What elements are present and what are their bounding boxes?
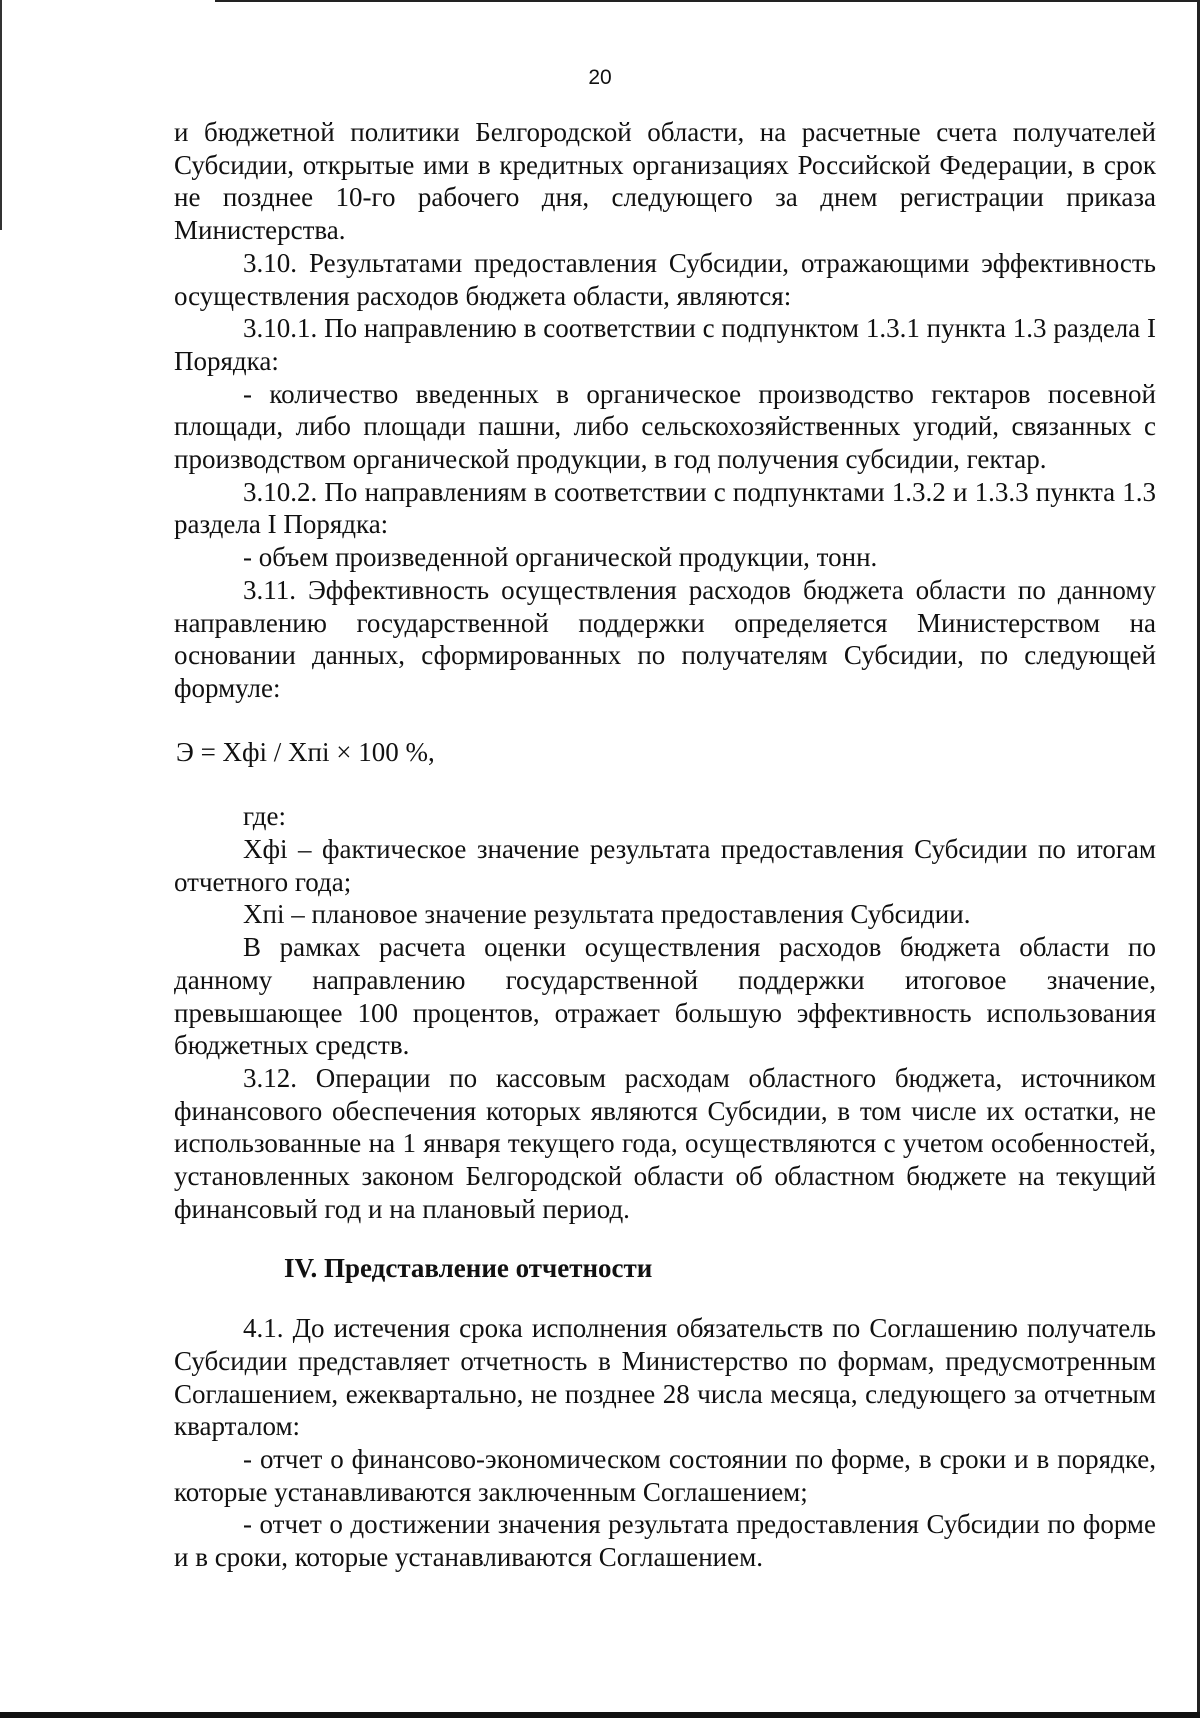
scan-edge-left — [0, 0, 2, 230]
document-body — [174, 116, 1156, 1574]
paragraph-evaluation: В рамках расчета оценки осуществления расходов бюджета области по данному направлению государственной поддержки итоговое значение, превышающее 100 процентов, отражает большую эффективность использования бюджетных средств. — [174, 932, 1156, 1061]
formula-definition-actual: Хфi – фактическое значение результата предоставления Субсидии по итогам отчетного года; — [174, 834, 1156, 897]
list-item-hectares: - количество введенных в органическое производство гектаров посевной площади, либо площади пашни, либо сельскохозяйственных угодий, связанных с производством органической продукции, в год получения субсидии, гектар. — [174, 378, 1156, 475]
efficiency-formula: Э = Хфi / Хпi × 100 %, — [176, 736, 435, 767]
section-heading-iv: IV. Представление отчетности — [284, 1252, 653, 1283]
paragraph-3-12: 3.12. Операции по кассовым расходам областного бюджета, источником финансового обеспечения которых являются Субсидии, в том числе их остатки, не использованные на 1 января текущего года, осуществляются с учетом особенностей, установленных законом Белгородской области об областном бюджете на текущий финансовый год и на плановый период. — [174, 1062, 1156, 1224]
list-item-volume: - объем произведенной органической продукции, тонн. — [243, 542, 878, 573]
paragraph-3-10-2: 3.10.2. По направлениям в соответствии с подпунктами 1.3.2 и 1.3.3 пункта 1.3 раздела I Порядка: — [174, 476, 1156, 540]
paragraph-3-11: 3.11. Эффективность осуществления расходов бюджета области по данному направлению государственной поддержки определяется Министерством на основании данных, сформированных по получателям Субсидии, по следующей формуле: — [174, 574, 1156, 703]
scan-edge-bottom — [0, 1712, 1200, 1718]
scan-edge-top — [215, 0, 1200, 2]
page-number: 20 — [588, 66, 612, 89]
paragraph-3-10: 3.10. Результатами предоставления Субсидии, отражающими эффективность осуществления расходов бюджета области, являются: — [174, 247, 1156, 311]
list-item-financial-report: - отчет о финансово-экономическом состоянии по форме, в сроки и в порядке, которые устанавливаются заключенным Соглашением; — [174, 1444, 1156, 1507]
paragraph-continuation: и бюджетной политики Белгородской области, на расчетные счета получателей Субсидии, открытые ими в кредитных организациях Российской Федерации, в срок не позднее 10-го рабочего дня, следующего за днем регистрации приказа Министерства. — [174, 117, 1156, 246]
formula-definition-planned: Хпi – плановое значение результата предоставления Субсидии. — [243, 899, 971, 930]
list-item-result-report: - отчет о достижении значения результата предоставления Субсидии по форме и в сроки, которые устанавливаются Соглашением. — [174, 1509, 1156, 1573]
paragraph-3-10-1: 3.10.1. По направлению в соответствии с подпунктом 1.3.1 пункта 1.3 раздела I Порядка: — [174, 313, 1156, 376]
paragraph-4-1: 4.1. До истечения срока исполнения обязательств по Соглашению получатель Субсидии представляет отчетность в Министерство по формам, предусмотренным Соглашением, ежеквартально, не позднее 28 числа месяца, следующего за отчетным кварталом: — [174, 1313, 1156, 1442]
formula-where-label: где: — [243, 801, 286, 832]
